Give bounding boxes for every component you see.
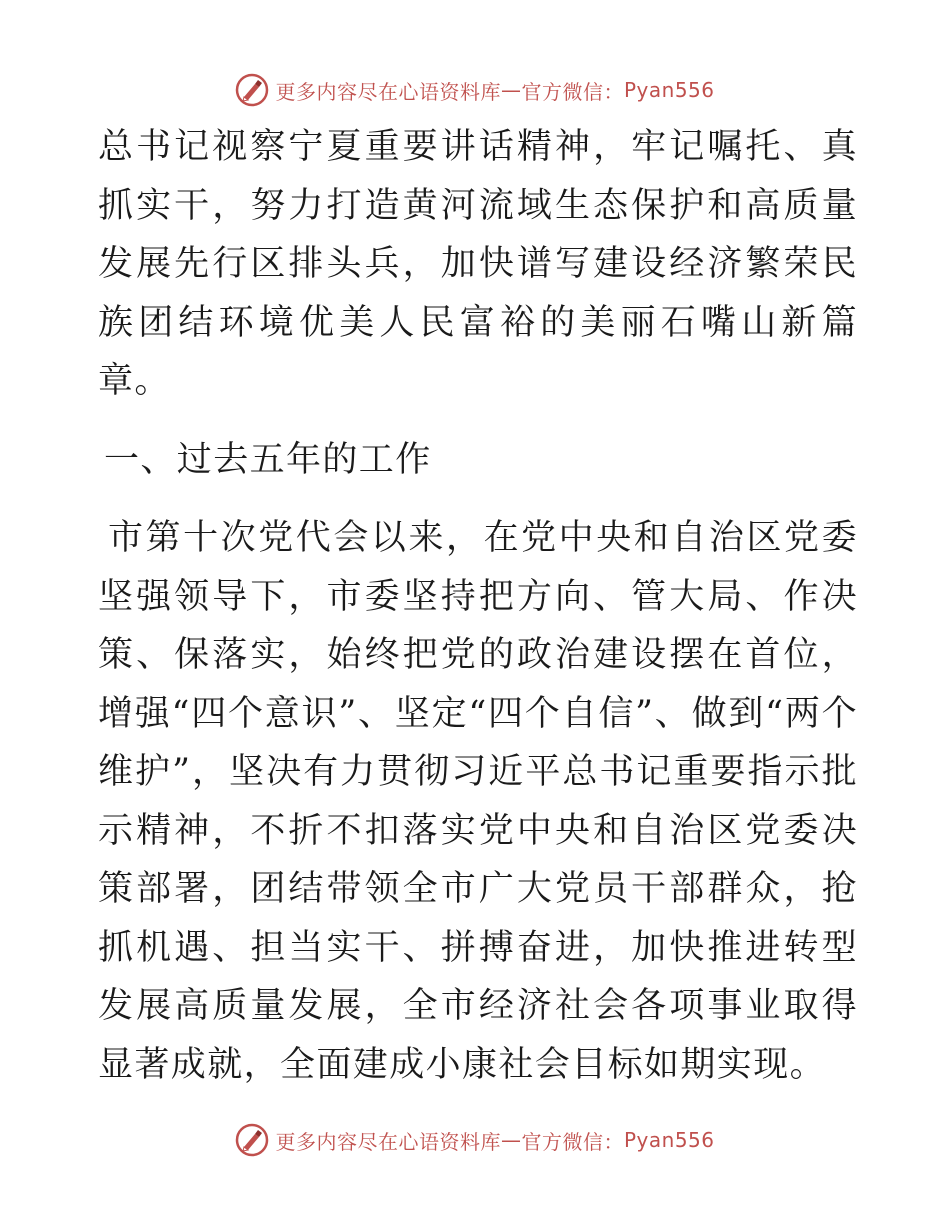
watermark-wechat-id: Pyan556 bbox=[623, 78, 715, 102]
watermark-wechat-label: 官方微信： bbox=[521, 1129, 624, 1154]
watermark-separator: — bbox=[500, 78, 522, 102]
pen-seal-icon bbox=[235, 1123, 269, 1157]
header-watermark bbox=[0, 70, 950, 110]
section-heading: 一、过去五年的工作 bbox=[104, 439, 432, 480]
watermark-text: 更多内容尽在心语资料库 bbox=[275, 1129, 501, 1154]
watermark-wechat-label: 官方微信： bbox=[521, 79, 624, 104]
paragraph-1: 市第十次党代会以来，在党中央和自治区党委坚强领导下，市委坚持把方向、管大局、作决策、保落实，始终把党的政治建设摆在首位，增强“四个意识”、坚定“四个自信”、做到“两个维护”，坚决有力贯彻习近平总书记重要指示批示精神，不折不扣落实党中央和自治区党委决策部署，团结带领全市广大党员干部群众，抢抓机遇、担当实干、拼搏奋进，加快推进转型发展高质量发展，全市经济社会各项事业取得显著成就，全面建成小康社会目标如期实现。 bbox=[98, 518, 858, 1085]
watermark-wechat-id: Pyan556 bbox=[623, 1128, 715, 1152]
spacer bbox=[98, 489, 858, 509]
paragraph-intro: 总书记视察宁夏重要讲话精神，牢记嘱托、真抓实干，努力打造黄河流域生态保护和高质量发展先行区排头兵，加快谱写建设经济繁荣民族团结环境优美人民富裕的美丽石嘴山新篇章。 bbox=[98, 127, 858, 401]
spacer bbox=[98, 411, 858, 431]
watermark-separator: — bbox=[500, 1128, 522, 1152]
watermark-text: 更多内容尽在心语资料库 bbox=[275, 79, 501, 104]
document-body bbox=[98, 118, 858, 1094]
footer-watermark bbox=[0, 1120, 950, 1160]
pen-seal-icon bbox=[235, 73, 269, 107]
